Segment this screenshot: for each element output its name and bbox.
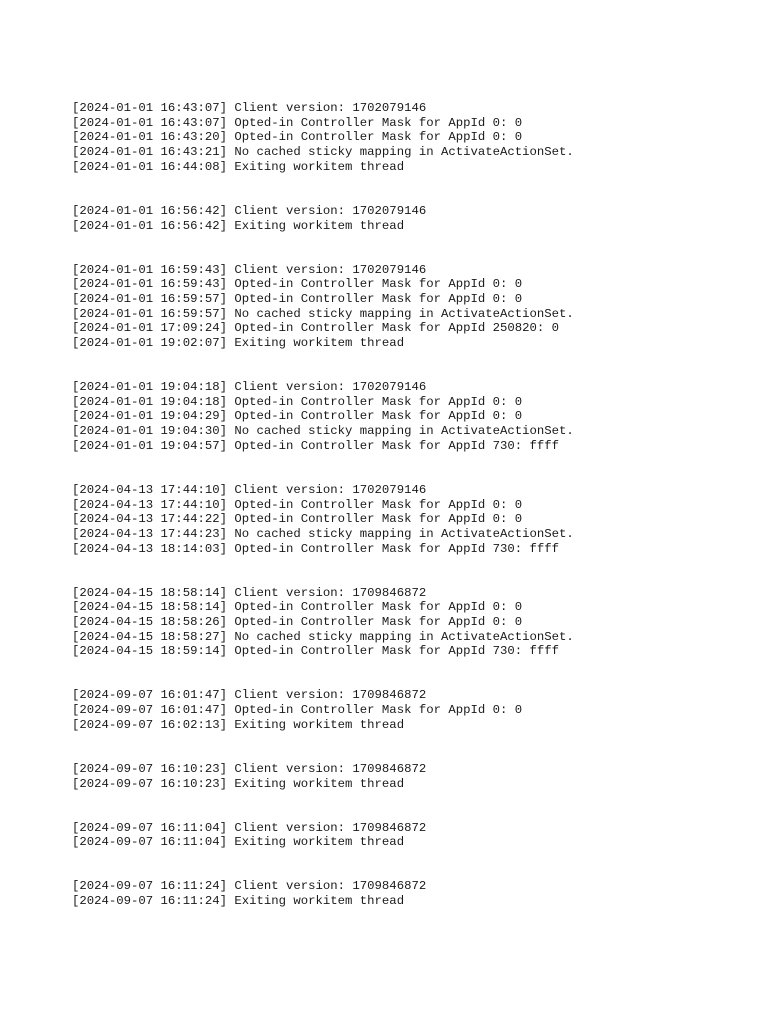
log-session-block bbox=[72, 821, 752, 850]
log-session-block bbox=[72, 586, 752, 660]
log-line: [2024-09-07 16:11:04] Exiting workitem thread bbox=[72, 835, 405, 850]
log-line: [2024-01-01 19:04:57] Opted-in Controller Mask for AppId 730: ffff bbox=[72, 438, 560, 453]
log-line: [2024-01-01 19:02:07] Exiting workitem thread bbox=[72, 336, 405, 351]
log-line: [2024-04-15 18:58:14] Client version: 1709846872 bbox=[72, 585, 427, 600]
log-document bbox=[72, 101, 752, 938]
log-line: [2024-04-13 17:44:10] Client version: 1702079146 bbox=[72, 482, 427, 497]
log-line: [2024-09-07 16:01:47] Opted-in Controller Mask for AppId 0: 0 bbox=[72, 703, 523, 718]
log-line: [2024-09-07 16:01:47] Client version: 1709846872 bbox=[72, 688, 427, 703]
log-session-block bbox=[72, 263, 752, 351]
log-line: [2024-09-07 16:02:13] Exiting workitem thread bbox=[72, 717, 405, 732]
log-line: [2024-09-07 16:10:23] Exiting workitem thread bbox=[72, 776, 405, 791]
log-line: [2024-01-01 17:09:24] Opted-in Controller Mask for AppId 250820: 0 bbox=[72, 321, 560, 336]
log-session-block bbox=[72, 101, 752, 175]
log-line: [2024-09-07 16:11:04] Client version: 1709846872 bbox=[72, 820, 427, 835]
log-line: [2024-09-07 16:11:24] Client version: 1709846872 bbox=[72, 879, 427, 894]
log-line: [2024-04-15 18:58:14] Opted-in Controller Mask for AppId 0: 0 bbox=[72, 600, 523, 615]
log-session-block bbox=[72, 483, 752, 557]
log-line: [2024-01-01 16:59:57] Opted-in Controller Mask for AppId 0: 0 bbox=[72, 291, 523, 306]
log-session-block bbox=[72, 762, 752, 791]
log-line: [2024-01-01 16:43:20] Opted-in Controller Mask for AppId 0: 0 bbox=[72, 130, 523, 145]
log-line: [2024-01-01 19:04:18] Opted-in Controller Mask for AppId 0: 0 bbox=[72, 394, 523, 409]
log-line: [2024-09-07 16:11:24] Exiting workitem thread bbox=[72, 893, 405, 908]
log-line: [2024-01-01 19:04:29] Opted-in Controller Mask for AppId 0: 0 bbox=[72, 409, 523, 424]
log-session-block bbox=[72, 380, 752, 454]
log-line: [2024-01-01 16:43:07] Opted-in Controller Mask for AppId 0: 0 bbox=[72, 115, 523, 130]
log-session-block bbox=[72, 204, 752, 233]
log-line: [2024-01-01 16:59:57] No cached sticky mapping in ActivateActionSet. bbox=[72, 306, 574, 321]
log-line: [2024-01-01 16:59:43] Opted-in Controller Mask for AppId 0: 0 bbox=[72, 277, 523, 292]
log-line: [2024-01-01 19:04:18] Client version: 1702079146 bbox=[72, 380, 427, 395]
log-line: [2024-04-15 18:58:26] Opted-in Controller Mask for AppId 0: 0 bbox=[72, 615, 523, 630]
log-line: [2024-01-01 16:44:08] Exiting workitem thread bbox=[72, 159, 405, 174]
log-line: [2024-09-07 16:10:23] Client version: 1709846872 bbox=[72, 761, 427, 776]
log-line: [2024-01-01 16:56:42] Exiting workitem thread bbox=[72, 218, 405, 233]
log-session-block bbox=[72, 879, 752, 908]
log-line: [2024-01-01 16:43:21] No cached sticky mapping in ActivateActionSet. bbox=[72, 145, 574, 160]
log-line: [2024-04-13 17:44:23] No cached sticky mapping in ActivateActionSet. bbox=[72, 526, 574, 541]
log-session-block bbox=[72, 688, 752, 732]
log-line: [2024-04-13 17:44:22] Opted-in Controller Mask for AppId 0: 0 bbox=[72, 512, 523, 527]
log-line: [2024-04-15 18:59:14] Opted-in Controller Mask for AppId 730: ffff bbox=[72, 644, 560, 659]
log-line: [2024-04-13 17:44:10] Opted-in Controller Mask for AppId 0: 0 bbox=[72, 497, 523, 512]
log-line: [2024-04-13 18:14:03] Opted-in Controller Mask for AppId 730: ffff bbox=[72, 541, 560, 556]
log-line: [2024-01-01 16:43:07] Client version: 1702079146 bbox=[72, 101, 427, 115]
log-line: [2024-01-01 16:59:43] Client version: 1702079146 bbox=[72, 262, 427, 277]
log-line: [2024-01-01 16:56:42] Client version: 1702079146 bbox=[72, 203, 427, 218]
log-line: [2024-01-01 19:04:30] No cached sticky mapping in ActivateActionSet. bbox=[72, 424, 574, 439]
log-line: [2024-04-15 18:58:27] No cached sticky mapping in ActivateActionSet. bbox=[72, 629, 574, 644]
